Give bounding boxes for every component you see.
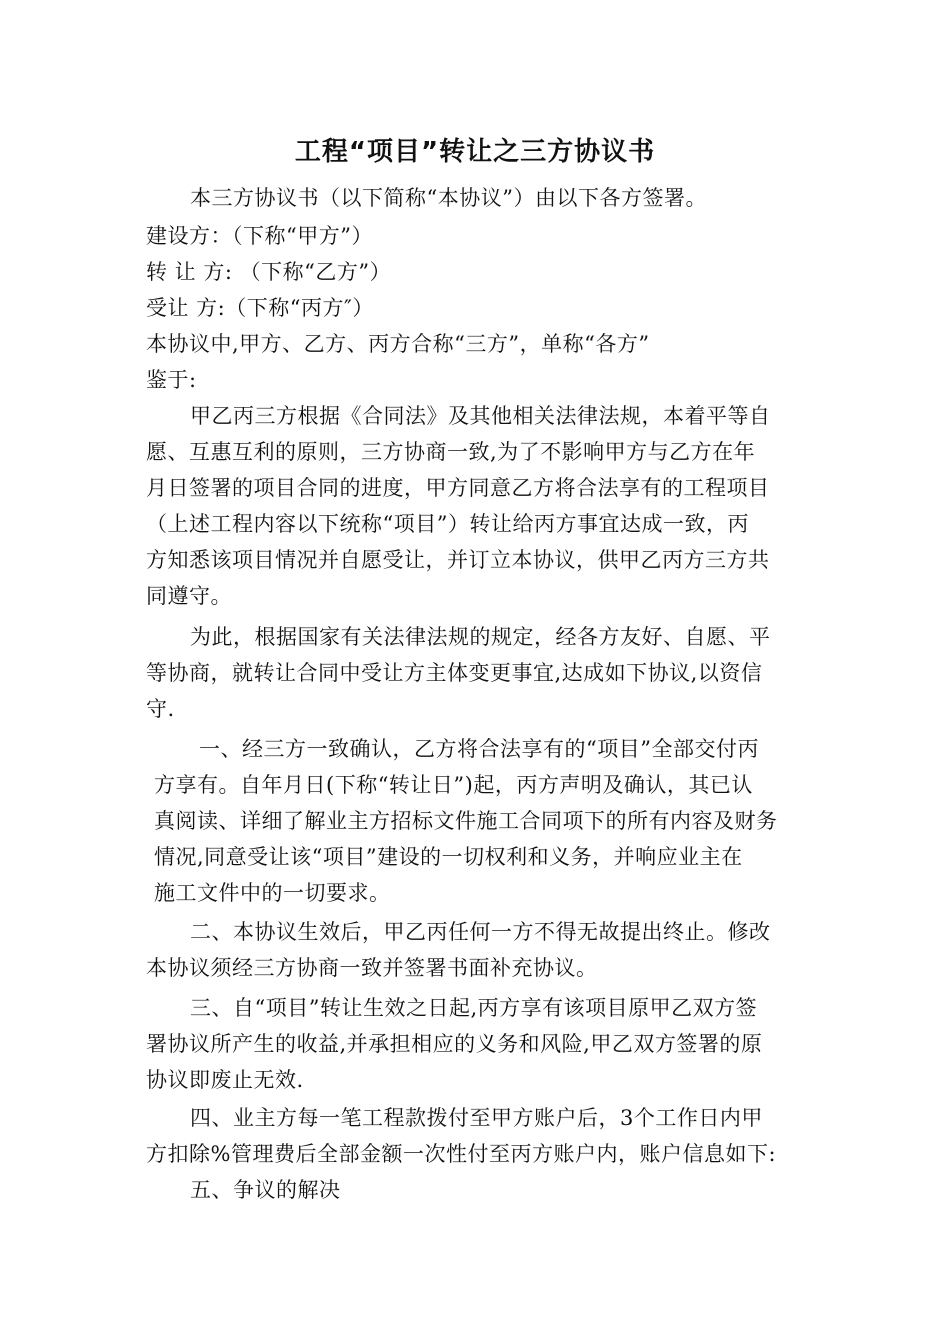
clause-three-line: 署协议所产生的收益,并承担相应的义务和风险,甲乙双方签署的原 xyxy=(146,1032,763,1056)
document-title: 工程“项目”转让之三方协议书 xyxy=(294,137,656,167)
purpose-paragraph-line: 为此，根据国家有关法律法规的规定，经各方友好、自愿、平 xyxy=(190,625,771,649)
clause-two-line: 本协议须经三方协商一致并签署书面补充协议。 xyxy=(146,956,598,980)
party-a-line: 建设方：（下称“甲方”） xyxy=(146,224,373,248)
whereas-heading: 鉴于: xyxy=(146,368,197,392)
clause-one-line: 施工文件中的一切要求。 xyxy=(154,881,391,905)
purpose-paragraph-line: 等协商，就转让合同中受让方主体变更事宜,达成如下协议,以资信 xyxy=(146,661,763,685)
parties-definition-line: 本协议中,甲方、乙方、丙方合称“三方”，单称“各方” xyxy=(146,332,650,356)
clause-one-line: 一、经三方一致确认，乙方将合法享有的“项目”全部交付丙 xyxy=(199,737,759,761)
purpose-paragraph-line: 守. xyxy=(146,697,175,721)
clause-four-line: 方扣除%管理费后全部金额一次性付至丙方账户内，账户信息如下: xyxy=(146,1142,777,1166)
clause-one-line: 方享有。自年月日(下称“转让日”)起，丙方声明及确认，其已认 xyxy=(154,773,753,797)
intro-line: 本三方协议书（以下简称“本协议”）由以下各方签署。 xyxy=(190,186,707,210)
party-c-line: 受让 方:（下称“丙方″） xyxy=(146,296,374,320)
recital-paragraph-line: 愿、互惠互利的原则，三方协商一致,为了不影响甲方与乙方在年 xyxy=(146,440,756,464)
clause-one-line: 真阅读、详细了解业主方招标文件施工合同项下的所有内容及财务 xyxy=(154,809,778,833)
clause-one-line: 情况,同意受让该“项目”建设的一切权利和义务，并响应业主在 xyxy=(154,845,743,869)
recital-paragraph-line: 月日签署的项目合同的进度，甲方同意乙方将合法享有的工程项目 xyxy=(146,476,770,500)
recital-paragraph-line: 方知悉该项目情况并自愿受让，并订立本协议，供甲乙丙方三方共 xyxy=(146,548,770,572)
recital-paragraph-line: 甲乙丙三方根据《合同法》及其他相关法律法规，本着平等自 xyxy=(190,404,771,428)
clause-two-line: 二、本协议生效后，甲乙丙任何一方不得无故提出终止。修改 xyxy=(190,920,771,944)
clause-three-line: 三、自“项目”转让生效之日起,丙方享有该项目原甲乙双方签 xyxy=(190,996,758,1020)
clause-three-line: 协议即废止无效. xyxy=(146,1068,304,1092)
clause-four-line: 四、业主方每一笔工程款拨付至甲方账户后，3个工作日内甲 xyxy=(190,1106,763,1130)
recital-paragraph-line: 同遵守。 xyxy=(146,584,232,608)
clause-five-heading: 五、争议的解决 xyxy=(190,1178,341,1202)
recital-paragraph-line: （上述工程内容以下统称“项目”）转让给丙方事宜达成一致，丙 xyxy=(146,512,749,536)
party-b-line: 转 让 方: （下称“乙方”） xyxy=(146,260,392,284)
